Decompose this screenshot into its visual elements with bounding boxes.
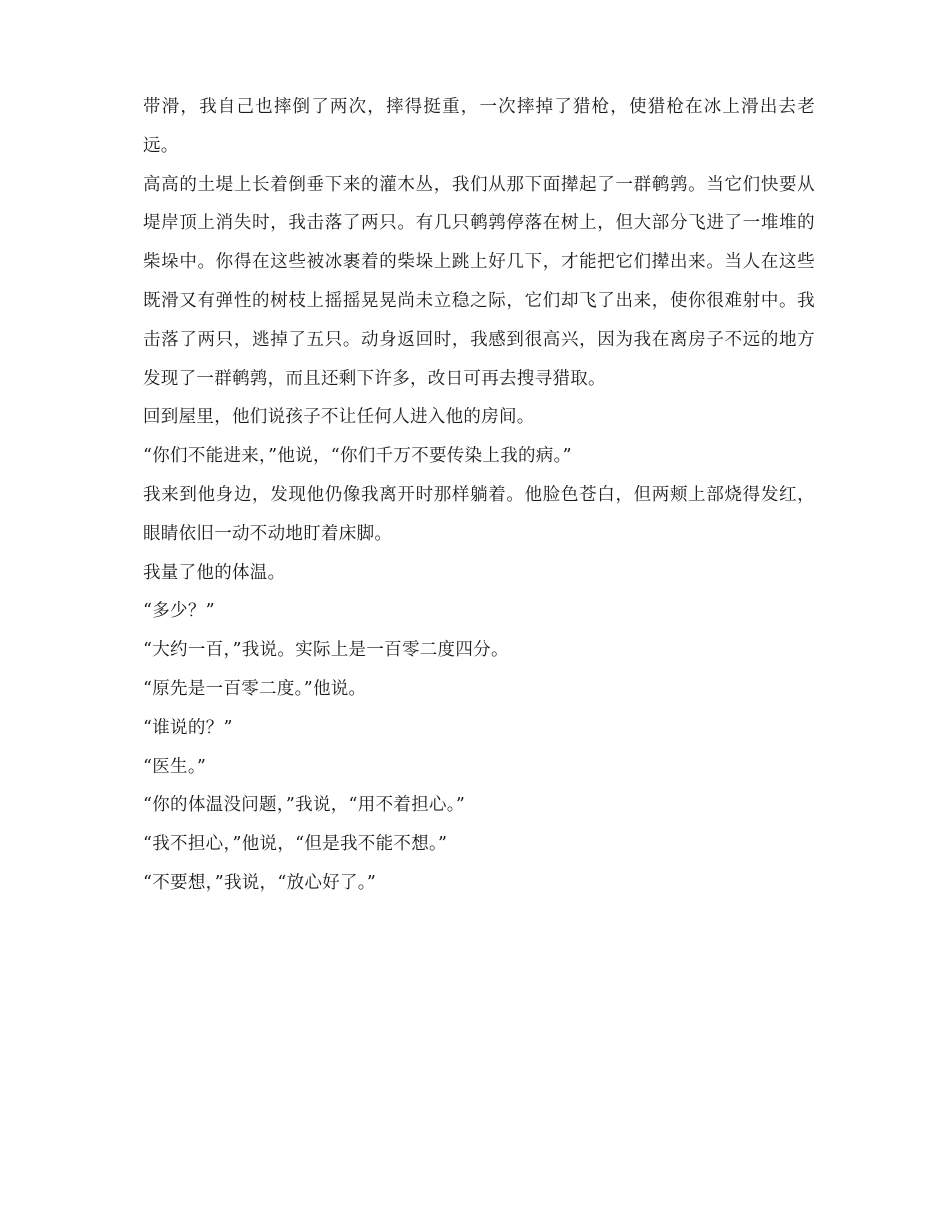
paragraph-4: “你们不能进来，”他说，“你们千万不要传染上我的病。” [143,446,572,467]
paragraph-13: “我不担心，”他说，“但是我不能不想。” [143,834,448,855]
paragraph-14: “不要想，”我说，“放心好了。” [143,872,377,893]
paragraph-5: 我来到他身边，发现他仍像我离开时那样躺着。他脸色苍白，但两颊上部烧得发红，眼睛依旧一动不动地盯着床脚。 [143,484,815,544]
paragraph-12: “你的体温没问题，”我说，“用不着担心。” [143,795,466,816]
paragraph-6: 我量了他的体温。 [143,562,286,583]
paragraph-1: 带滑，我自己也摔倒了两次，摔得挺重，一次摔掉了猎枪，使猎枪在冰上滑出去老远。 [143,97,815,156]
paragraph-7: “多少？” [143,601,215,622]
paragraph-3: 回到屋里，他们说孩子不让任何人进入他的房间。 [143,407,535,428]
paragraph-2: 高高的土堤上长着倒垂下来的灌木丛，我们从那下面撵起了一群鹌鹑。当它们快要从堤岸顶上消失时，我击落了两只。有几只鹌鹑停落在树上，但大部分飞进了一堆堆的柴垛中。你得在这些被冰裹着的柴垛上跳上好几下，才能把它们撵出来。当人在这些既滑又有弹性的树枝上摇摇晃晃尚未立稳之际，它们却飞了出来，使你很难射中。我击落了两只，逃掉了五只。动身返回时，我感到很高兴，因为我在离房子不远的地方发现了一群鹌鹑，而且还剩下许多，改日可再去搜寻猎取。 [143,174,815,389]
paragraph-8: “大约一百，”我说。实际上是一百零二度四分。 [143,640,509,661]
paragraph-11: “医生。” [143,756,207,777]
document-body [143,88,815,903]
paragraph-9: “原先是一百零二度。”他说。 [143,678,367,699]
paragraph-10: “谁说的？” [143,717,233,738]
